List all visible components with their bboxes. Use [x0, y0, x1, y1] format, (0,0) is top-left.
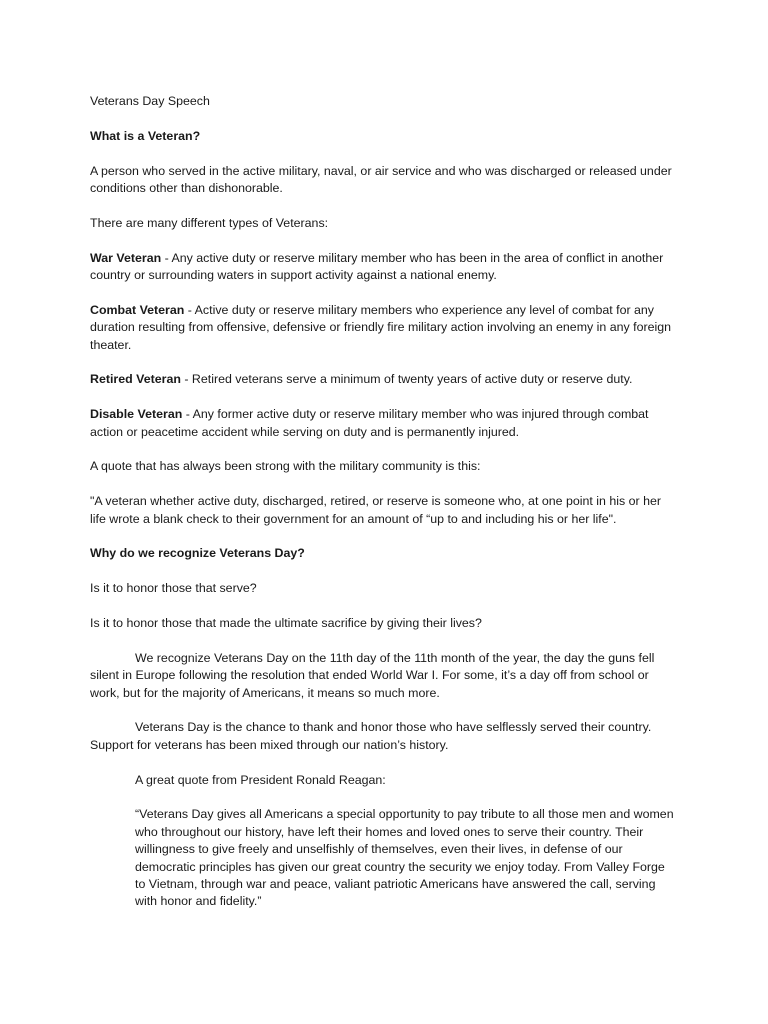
paragraph-thank-honor: Veterans Day is the chance to thank and honor those who have selflessly served their country. Support for veterans has been mixed through our nation’s history. — [90, 720, 652, 752]
heading-what-is-veteran: What is a Veteran? — [90, 128, 201, 143]
type-description: - Any former active duty or reserve military member who was injured through combat action or peacetime accident while serving on duty and is permanently injured. — [90, 407, 649, 439]
type-disable-veteran — [90, 406, 678, 441]
type-war-veteran — [90, 250, 678, 285]
type-term: Disable Veteran — [90, 407, 183, 422]
reagan-intro: A great quote from President Ronald Reagan: — [135, 772, 386, 787]
question-honor-sacrifice: Is it to honor those that made the ultimate sacrifice by giving their lives? — [90, 616, 482, 630]
type-description: - Any active duty or reserve military member who has been in the area of conflict in another country or surrounding waters in support activity against a national enemy. — [90, 250, 664, 282]
type-retired-veteran — [90, 371, 678, 388]
heading-why-recognize: Why do we recognize Veterans Day? — [90, 546, 305, 561]
military-quote: "A veteran whether active duty, discharged, retired, or reserve is someone who, at one point in his or her life wrote a blank check to their government for an amount of “up to and including his or her life". — [90, 494, 661, 526]
type-term: Combat Veteran — [90, 302, 185, 317]
veteran-definition: A person who served in the active military, naval, or air service and who was discharged or released under conditions other than dishonorable. — [90, 163, 672, 195]
document-title: Veterans Day Speech — [90, 94, 210, 108]
type-combat-veteran — [90, 302, 678, 354]
document-body — [90, 93, 678, 928]
quote-intro: A quote that has always been strong with the military community is this: — [90, 459, 481, 474]
type-description: - Active duty or reserve military members who experience any level of combat for any duration resulting from offensive, defensive or friendly fire military action involving an enemy in any foreign theater. — [90, 302, 672, 352]
question-honor-serve: Is it to honor those that serve? — [90, 581, 257, 596]
paragraph-11th-day: We recognize Veterans Day on the 11th day of the 11th month of the year, the day the guns fell silent in Europe following the resolution that ended World War I. For some, it’s a day off from school or work, but for the majority of Americans, it means so much more. — [90, 650, 655, 700]
reagan-quote: “Veterans Day gives all Americans a special opportunity to pay tribute to all those men and women who throughout our history, have left their homes and loved ones to serve their country. Their willingness to give freely and unselfishly of themselves, even their lives, in defense of our democratic principles has given our great country the security we enjoy today. From Valley Forge to Vietnam, through war and peace, valiant patriotic Americans have answered the call, serving with honor and fidelity.” — [135, 807, 674, 909]
type-term: War Veteran — [90, 250, 162, 265]
type-term: Retired Veteran — [90, 372, 181, 387]
types-intro: There are many different types of Veterans: — [90, 215, 329, 230]
type-description: - Retired veterans serve a minimum of twenty years of active duty or reserve duty. — [180, 372, 633, 387]
